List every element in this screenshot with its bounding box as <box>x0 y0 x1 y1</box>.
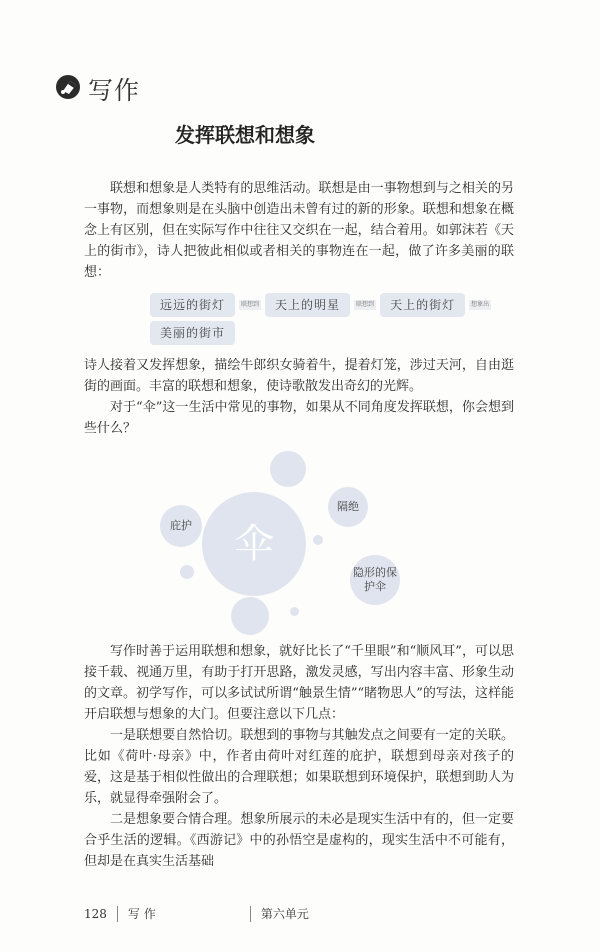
footer-section: 写 作 <box>127 907 156 921</box>
bubble <box>313 535 323 545</box>
flow-item: 美丽的街市 <box>150 321 235 345</box>
page-footer <box>84 906 514 922</box>
paragraph: 写作时善于运用联想和想象，就好比长了“千里眼”和“顺风耳”，可以思接千载、视通万里，有助于打开思路，激发灵感，写出内容丰富、形象生动的文章。初学写作，可以多试试所谓“触景生情”“睹物思人”的写法，这样能开启联想与想象的大门。但要注意以下几点： <box>84 644 514 722</box>
paragraph-group-2 <box>84 355 514 439</box>
paragraph-group-3 <box>84 641 514 872</box>
article-title-text: 发挥联想和想象 <box>175 123 315 147</box>
flow-item: 远远的街灯 <box>150 293 235 317</box>
paragraph: 联想和想象是人类特有的思维活动。联想是由一事物想到与之相关的另一事物，而想象则是在头脑中创造出未曾有过的新的形象。联想和想象在概念上有区别，但在实际写作中往往又交织在一起，结合着用。如郭沫若《天上的街市》，诗人把彼此相似或者相关的事物连在一起，做了许多美丽的联想： <box>84 181 514 280</box>
divider <box>117 906 118 922</box>
association-flow <box>150 293 514 345</box>
paragraph: 一是联想要自然恰切。联想到的事物与其触发点之间要有一定的关联。比如《荷叶·母亲》中，作者由荷叶对红莲的庇护，联想到母亲对孩子的爱，这是基于相似性做出的合理联想；如果联想到环境保护，联想到助人为乐，就显得牵强附会了。 <box>84 728 514 806</box>
page-content <box>84 0 514 952</box>
center-bubble: 伞 <box>202 492 306 596</box>
section-title: 写作 <box>88 76 141 105</box>
paragraph: 二是想象要合情合理。想象所展示的未必是现实生活中有的，但一定要合乎生活的逻辑。《西游记》中的孙悟空是虚构的，现实生活中不可能有，但却是在真实生活基础 <box>84 812 514 869</box>
bubble <box>270 451 306 487</box>
umbrella-bubble-diagram <box>160 447 440 637</box>
bubble-node: 庇护 <box>160 505 202 547</box>
pen-circle-icon <box>55 74 81 100</box>
bubble-node: 隔绝 <box>328 487 368 527</box>
divider <box>250 906 251 922</box>
paragraph: 对于“伞”这一生活中常见的事物，如果从不同角度发挥联想，你会想到些什么？ <box>84 400 514 436</box>
footer-unit: 第六单元 <box>260 907 309 921</box>
bubble <box>231 597 269 635</box>
flow-arrow-label: 联想到 <box>356 301 375 308</box>
flow-arrow-label: 联想到 <box>241 301 260 308</box>
page-number: 128 <box>84 907 107 921</box>
bubble <box>290 607 299 616</box>
flow-item: 天上的明星 <box>265 293 350 317</box>
paragraph: 诗人接着又发挥想象，描绘牛郎织女骑着牛，提着灯笼，涉过天河，自由逛街的画面。丰富的联想和想象，使诗歌散发出奇幻的光辉。 <box>84 358 514 394</box>
flow-item: 天上的街灯 <box>380 293 465 317</box>
bubble <box>180 565 194 579</box>
flow-arrow-label: 想象出 <box>471 301 490 308</box>
bubble-node: 隐形的保护伞 <box>350 555 400 605</box>
intro-paragraph <box>84 178 514 283</box>
